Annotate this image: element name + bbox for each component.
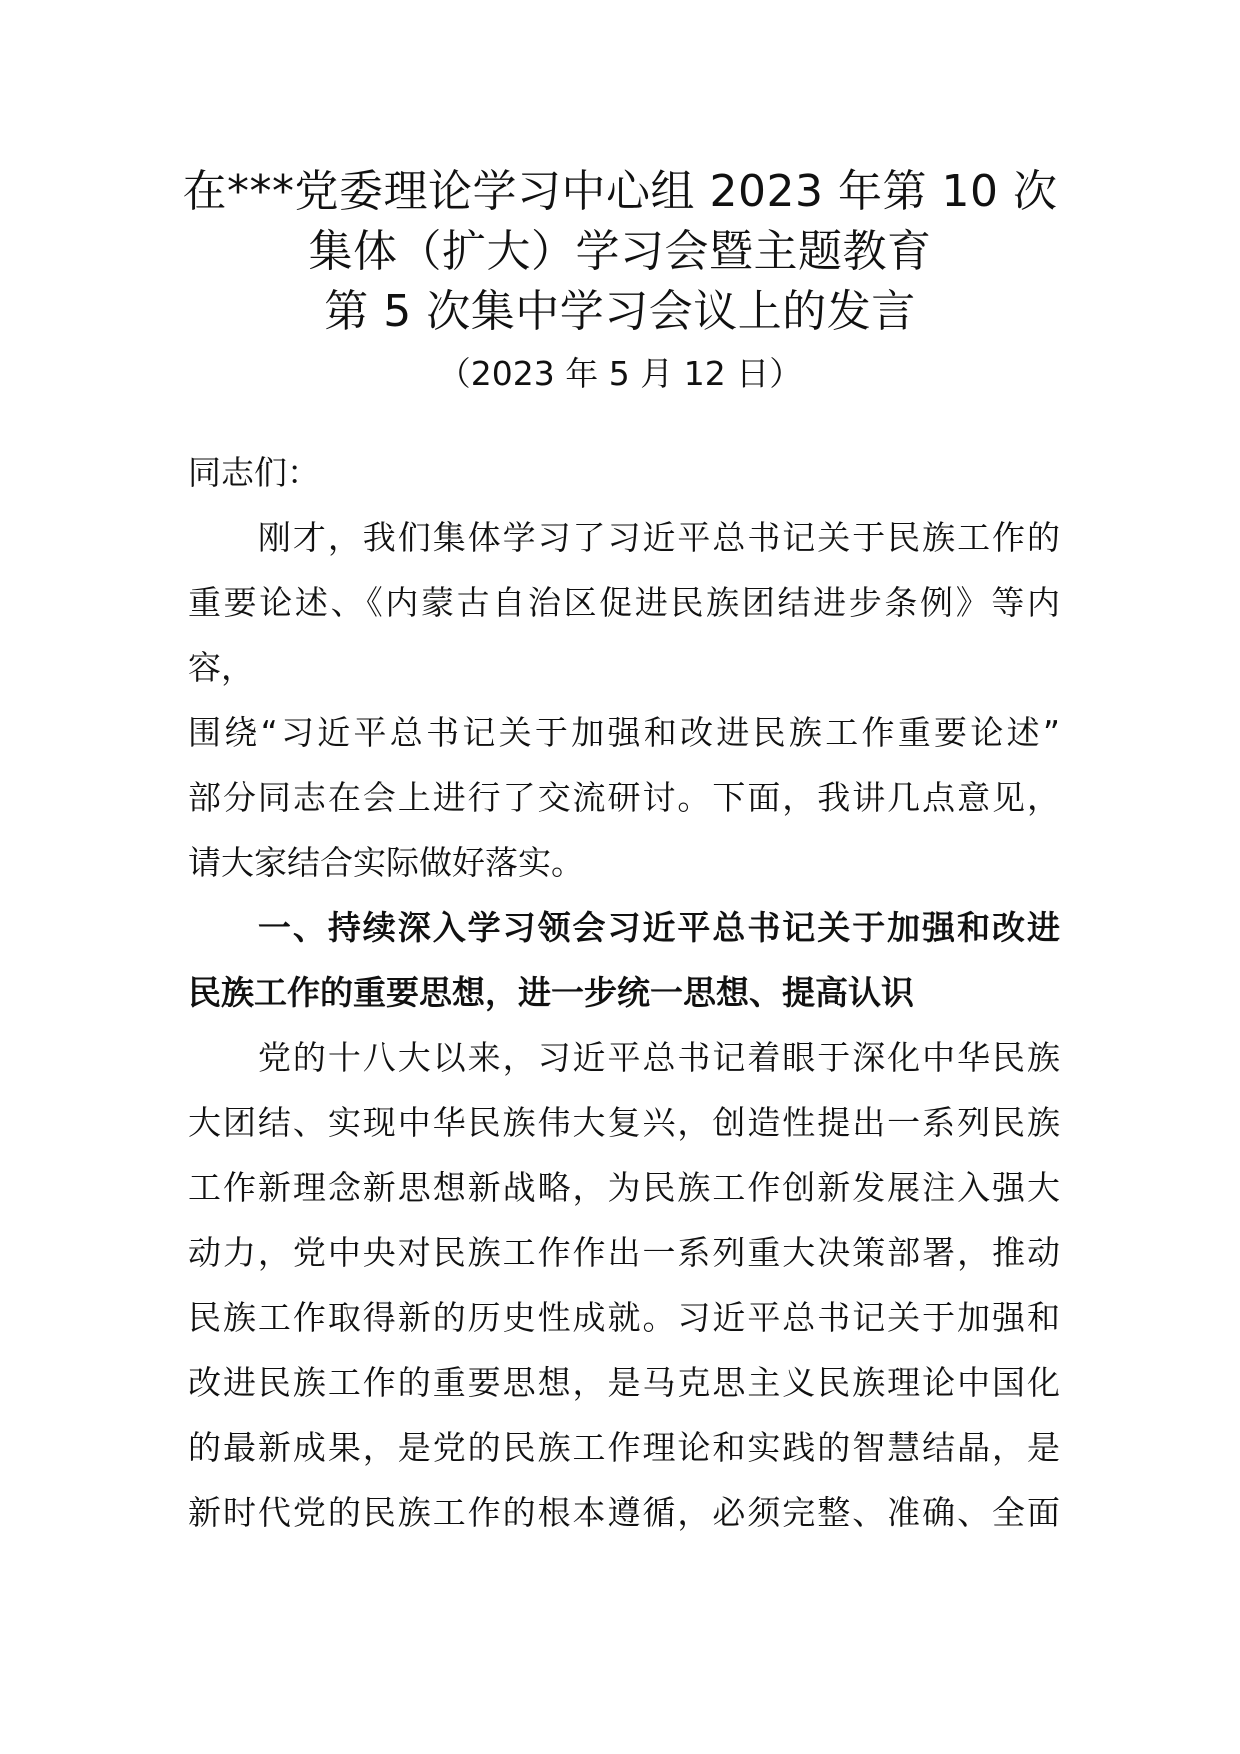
document-body (188, 440, 1060, 1545)
document-date: （2023 年 5 月 12 日） (437, 354, 803, 393)
paragraph-line: 工作新理念新思想新战略，为民族工作创新发展注入强大 (188, 1168, 1060, 1207)
paragraph-line: 容， (188, 648, 254, 687)
paragraph-line: 的最新成果，是党的民族工作理论和实践的智慧结晶，是 (188, 1428, 1060, 1467)
title-line: 第 5 次集中学习会议上的发言 (324, 286, 916, 337)
section-heading-line: 民族工作的重要思想，进一步统一思想、提高认识 (188, 973, 914, 1012)
paragraph-line: 部分同志在会上进行了交流研讨。下面，我讲几点意见， (188, 778, 1060, 817)
document-title (150, 162, 1090, 398)
paragraph-line: 党的十八大以来，习近平总书记着眼于深化中华民族 (188, 1038, 1060, 1077)
section-heading-line: 一、持续深入学习领会习近平总书记关于加强和改进 (188, 908, 1060, 947)
salutation: 同志们： (188, 453, 320, 492)
paragraph-line: 民族工作取得新的历史性成就。习近平总书记关于加强和 (188, 1298, 1060, 1337)
paragraph-line: 围绕“习近平总书记关于加强和改进民族工作重要论述” (188, 713, 1060, 752)
paragraph-line: 刚才，我们集体学习了习近平总书记关于民族工作的 (188, 518, 1060, 557)
paragraph-line: 请大家结合实际做好落实。 (188, 843, 584, 882)
paragraph-line: 重要论述、《内蒙古自治区促进民族团结进步条例》等内 (188, 583, 1060, 622)
paragraph-line: 新时代党的民族工作的根本遵循，必须完整、准确、全面 (188, 1493, 1060, 1532)
paragraph-line: 动力，党中央对民族工作作出一系列重大决策部署，推动 (188, 1233, 1060, 1272)
title-line: 集体（扩大）学习会暨主题教育 (308, 226, 932, 277)
paragraph-line: 改进民族工作的重要思想，是马克思主义民族理论中国化 (188, 1363, 1060, 1402)
paragraph-line: 大团结、实现中华民族伟大复兴，创造性提出一系列民族 (188, 1103, 1060, 1142)
title-line: 在***党委理论学习中心组 2023 年第 10 次 (182, 166, 1058, 217)
